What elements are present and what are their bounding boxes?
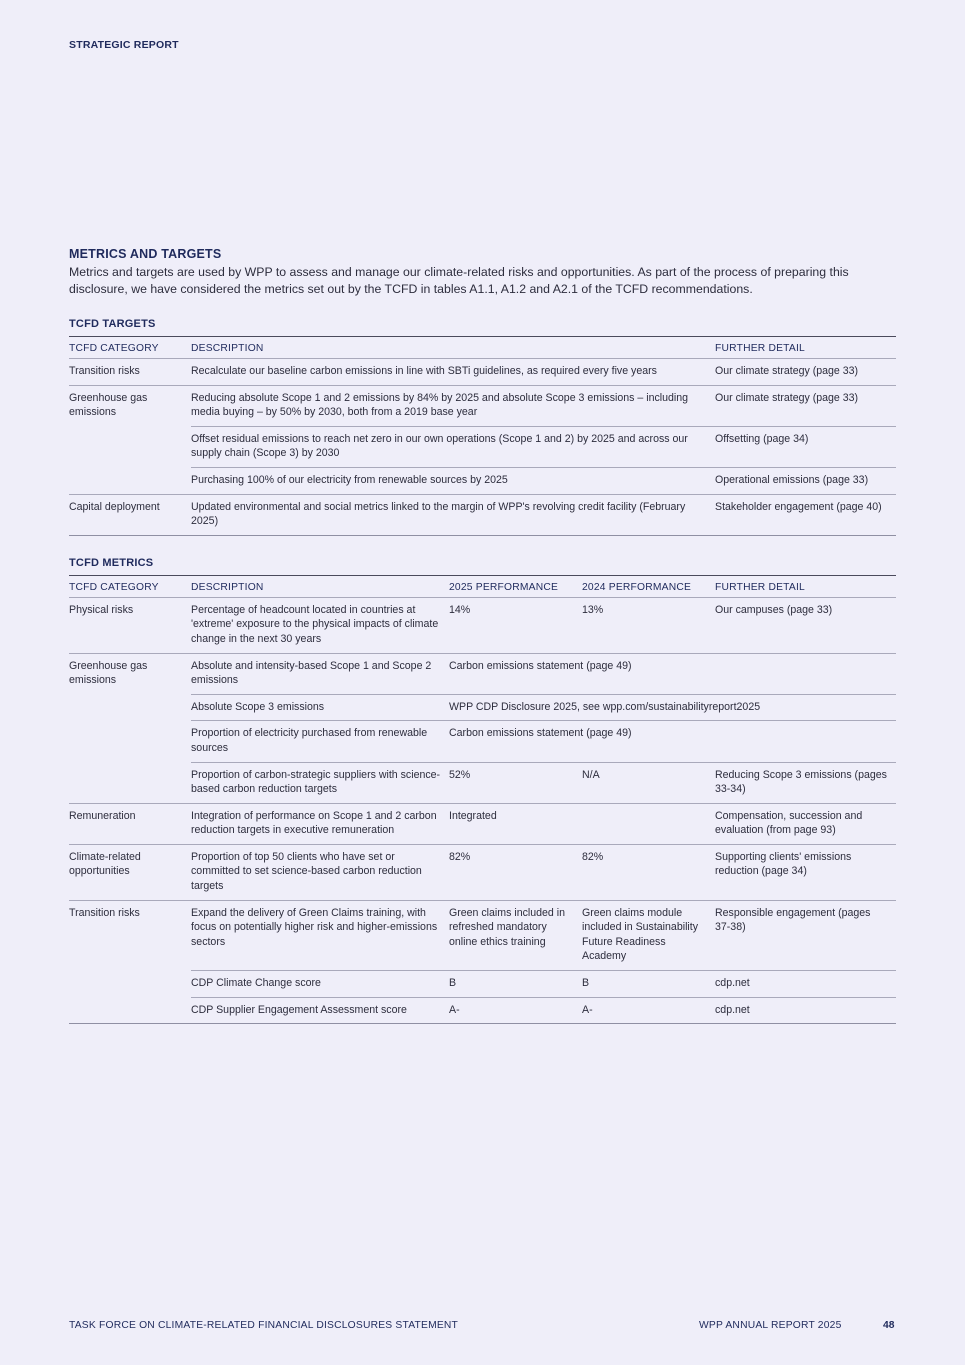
- table-row: [69, 653, 896, 694]
- footer-report-title: WPP ANNUAL REPORT 2025: [699, 1320, 842, 1331]
- row-description: Proportion of carbon-strategic suppliers with science-based carbon reduction targets: [191, 762, 449, 803]
- row-detail: Supporting clients' emissions reduction (page 34): [715, 844, 896, 900]
- row-detail: cdp.net: [715, 971, 896, 998]
- row-2024-performance: 13%: [582, 597, 715, 653]
- row-category: Physical risks: [69, 597, 191, 653]
- row-description: Reducing absolute Scope 1 and 2 emissions by 84% by 2025 and absolute Scope 3 emissions – including media buying – by 50% by 2030, both from a 2019 base year: [191, 385, 715, 426]
- table-row: [69, 844, 896, 900]
- col-header-detail: FURTHER DETAIL: [715, 337, 896, 359]
- col-header-description: DESCRIPTION: [191, 337, 715, 359]
- row-description: Integration of performance on Scope 1 and 2 carbon reduction targets in executive remuneration: [191, 803, 449, 844]
- row-2025-performance: 14%: [449, 597, 582, 653]
- row-merged-value: Carbon emissions statement (page 49): [449, 721, 896, 762]
- table-row: [69, 494, 896, 535]
- col-header-category: TCFD CATEGORY: [69, 337, 191, 359]
- row-2025-performance: A-: [449, 997, 582, 1024]
- metrics-table: [69, 575, 896, 1024]
- row-description: Offset residual emissions to reach net zero in our own operations (Scope 1 and 2) by 2025 and across our supply chain (Scope 3) by 2030: [191, 426, 715, 467]
- table-header-row: [69, 575, 896, 597]
- footer-statement-title: TASK FORCE ON CLIMATE-RELATED FINANCIAL DISCLOSURES STATEMENT: [69, 1320, 459, 1331]
- row-description: Expand the delivery of Green Claims training, with focus on potentially higher risk and higher-emissions sectors: [191, 900, 449, 970]
- row-category: Greenhouse gas emissions: [69, 653, 191, 803]
- row-detail: Our climate strategy (page 33): [715, 359, 896, 386]
- row-detail: Our climate strategy (page 33): [715, 385, 896, 426]
- table-row: [69, 721, 896, 762]
- table-header-row: [69, 337, 896, 359]
- row-2025-performance: Green claims included in refreshed mandatory online ethics training: [449, 900, 582, 970]
- row-detail: cdp.net: [715, 997, 896, 1024]
- row-category: Remuneration: [69, 803, 191, 844]
- row-2024-performance: [582, 803, 715, 844]
- row-category: Transition risks: [69, 900, 191, 1024]
- table-row: [69, 426, 896, 467]
- row-2025-performance: 82%: [449, 844, 582, 900]
- row-detail: Operational emissions (page 33): [715, 467, 896, 494]
- row-description: Updated environmental and social metrics linked to the margin of WPP's revolving credit facility (February 2025): [191, 494, 715, 535]
- table-row: [69, 997, 896, 1024]
- row-description: Absolute Scope 3 emissions: [191, 694, 449, 721]
- row-2025-performance: B: [449, 971, 582, 998]
- row-detail: Compensation, succession and evaluation (from page 93): [715, 803, 896, 844]
- col-header-2025-performance: 2025 PERFORMANCE: [449, 575, 582, 597]
- table-row: [69, 803, 896, 844]
- row-description: Recalculate our baseline carbon emissions in line with SBTi guidelines, as required every five years: [191, 359, 715, 386]
- table-row: [69, 359, 896, 386]
- row-description: CDP Supplier Engagement Assessment score: [191, 997, 449, 1024]
- targets-table-title: TCFD TARGETS: [69, 318, 156, 330]
- targets-table: [69, 336, 896, 536]
- table-row: [69, 467, 896, 494]
- section-label: STRATEGIC REPORT: [69, 39, 179, 51]
- table-row: [69, 385, 896, 426]
- row-category: Transition risks: [69, 359, 191, 386]
- row-description: Absolute and intensity-based Scope 1 and Scope 2 emissions: [191, 653, 449, 694]
- row-merged-value: Carbon emissions statement (page 49): [449, 653, 896, 694]
- row-description: Proportion of top 50 clients who have set or committed to set science-based carbon reduction targets: [191, 844, 449, 900]
- row-category: Greenhouse gas emissions: [69, 385, 191, 494]
- table-row: [69, 762, 896, 803]
- col-header-detail: FURTHER DETAIL: [715, 575, 896, 597]
- row-description: Proportion of electricity purchased from renewable sources: [191, 721, 449, 762]
- table-row: [69, 694, 896, 721]
- row-description: Percentage of headcount located in countries at 'extreme' exposure to the physical impacts of climate change in the next 30 years: [191, 597, 449, 653]
- table-row: [69, 971, 896, 998]
- row-2024-performance: 82%: [582, 844, 715, 900]
- metrics-table-title: TCFD METRICS: [69, 556, 154, 569]
- row-2024-performance: N/A: [582, 762, 715, 803]
- row-detail: Responsible engagement (pages 37-38): [715, 900, 896, 970]
- row-category: Capital deployment: [69, 494, 191, 535]
- row-merged-value: WPP CDP Disclosure 2025, see wpp.com/sustainabilityreport2025: [449, 694, 896, 721]
- row-2025-performance: 52%: [449, 762, 582, 803]
- col-header-2024-performance: 2024 PERFORMANCE: [582, 575, 715, 597]
- col-header-category: TCFD CATEGORY: [69, 575, 191, 597]
- row-category: Climate-related opportunities: [69, 844, 191, 900]
- row-2024-performance: A-: [582, 997, 715, 1024]
- metrics-and-targets-section: [69, 247, 896, 1024]
- row-2024-performance: Green claims module included in Sustainability Future Readiness Academy: [582, 900, 715, 970]
- row-detail: Stakeholder engagement (page 40): [715, 494, 896, 535]
- page-number: 48: [883, 1320, 895, 1331]
- col-header-description: DESCRIPTION: [191, 575, 449, 597]
- table-row: [69, 597, 896, 653]
- row-detail: Reducing Scope 3 emissions (pages 33-34): [715, 762, 896, 803]
- section-intro: Metrics and targets are used by WPP to assess and manage our climate-related risks and opportunities. As part of the process of preparing this disclosure, we have considered the metrics set out by the TCFD in tables A1.1, A1.2 and A2.1 of the TCFD recommendations.: [69, 265, 849, 296]
- row-description: CDP Climate Change score: [191, 971, 449, 998]
- row-2024-performance: B: [582, 971, 715, 998]
- row-detail: Offsetting (page 34): [715, 426, 896, 467]
- row-description: Purchasing 100% of our electricity from renewable sources by 2025: [191, 467, 715, 494]
- section-title: METRICS AND TARGETS: [69, 247, 222, 261]
- row-2025-performance: Integrated: [449, 803, 582, 844]
- row-detail: Our campuses (page 33): [715, 597, 896, 653]
- table-row: [69, 900, 896, 970]
